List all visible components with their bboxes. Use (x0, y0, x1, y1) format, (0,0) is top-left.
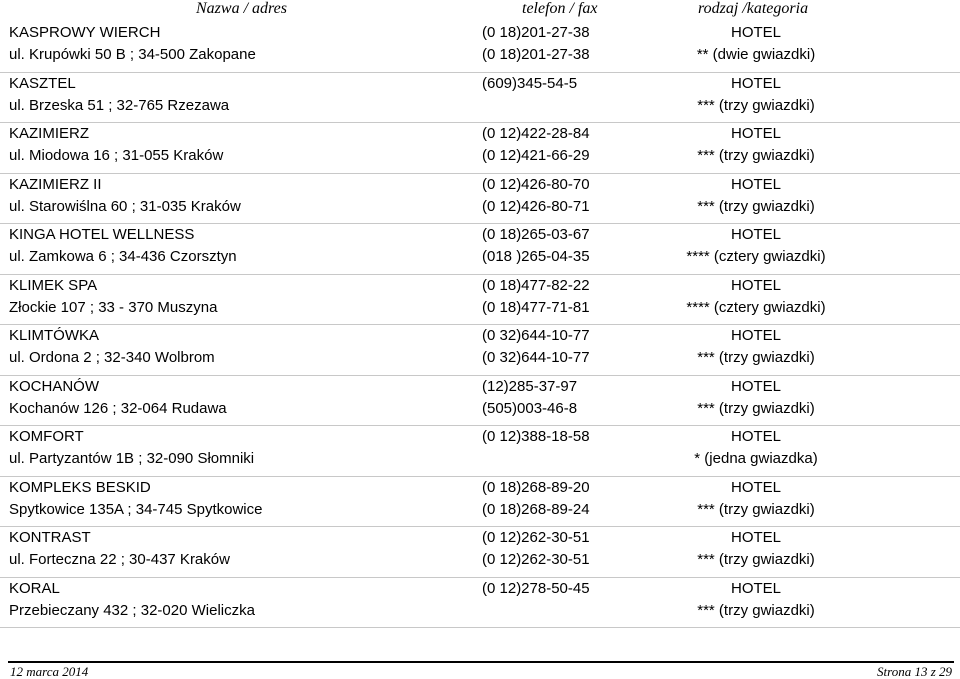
page-number: Strona 13 z 29 (877, 664, 952, 679)
hotel-address: ul. Forteczna 22 ; 30-437 Kraków (9, 551, 230, 568)
hotel-name: KLIMTÓWKA (9, 327, 100, 344)
hotel-type: HOTEL (730, 125, 781, 142)
hotel-name: KOMPLEKS BESKID (9, 478, 151, 496)
phone: (12)285-37-97 (482, 377, 578, 395)
hotel-address: ul. Ordona 2 ; 32-340 Wolbrom (9, 349, 215, 366)
footer-date: 12 marca 2014 (10, 664, 89, 679)
hotel-category: ** (dwie gwiazdki) (696, 46, 816, 63)
phone: (0 18)201-27-38 (482, 24, 590, 41)
hotel-name: KOCHANÓW (9, 377, 99, 395)
hotel-address: ul. Brzeska 51 ; 32-765 Rzezawa (9, 96, 230, 114)
hotel-category: *** (trzy gwiazdki) (697, 601, 815, 619)
fax: (0 18)201-27-38 (482, 46, 590, 63)
hotel-category: *** (trzy gwiazdki) (697, 399, 815, 417)
hotel-type: HOTEL (730, 24, 781, 41)
hotel-type: HOTEL (730, 377, 781, 395)
list-item (0, 426, 960, 477)
hotel-category: *** (trzy gwiazdki) (697, 197, 815, 215)
hotel-address: Kochanów 126 ; 32-064 Rudawa (9, 399, 227, 417)
hotel-type: HOTEL (730, 529, 781, 546)
hotel-type: HOTEL (730, 428, 781, 445)
list-item (0, 73, 960, 124)
phone: (0 12)262-30-51 (482, 529, 590, 546)
list-item (0, 578, 960, 629)
hotel-name: KORAL (9, 579, 60, 597)
hotel-address: ul. Krupówki 50 B ; 34-500 Zakopane (9, 46, 256, 63)
list-item (0, 275, 960, 326)
page-footer (0, 665, 960, 679)
hotel-type: HOTEL (730, 175, 781, 193)
list-item (0, 325, 960, 376)
hotel-category: *** (trzy gwiazdki) (697, 96, 815, 114)
hotel-name: KINGA HOTEL WELLNESS (9, 226, 195, 243)
phone: (0 18)265-03-67 (482, 226, 590, 243)
hotel-category: *** (trzy gwiazdki) (697, 349, 815, 366)
hotel-address: ul. Miodowa 16 ; 31-055 Kraków (9, 147, 224, 164)
hotel-address: ul. Partyzantów 1B ; 32-090 Słomniki (9, 450, 255, 467)
phone: (0 12)426-80-70 (482, 175, 590, 193)
header-type-category: rodzaj /kategoria (698, 0, 809, 17)
hotel-category: **** (cztery gwiazdki) (686, 298, 826, 316)
hotel-address: Przebieczany 432 ; 32-020 Wieliczka (9, 601, 255, 619)
hotel-type: HOTEL (730, 579, 781, 597)
hotel-category: *** (trzy gwiazdki) (697, 147, 815, 164)
fax: (505)003-46-8 (482, 399, 578, 417)
list-item (0, 123, 960, 174)
hotel-address: Złockie 107 ; 33 - 370 Muszyna (9, 298, 218, 316)
hotel-type: HOTEL (730, 226, 781, 243)
header-name-address: Nazwa / adres (196, 0, 287, 17)
hotel-category: **** (cztery gwiazdki) (686, 248, 826, 265)
fax: (0 18)477-71-81 (482, 298, 590, 316)
list-item (0, 174, 960, 225)
hotel-type: HOTEL (730, 74, 781, 92)
fax: (018 )265-04-35 (482, 248, 590, 265)
list-item (0, 224, 960, 275)
phone: (0 32)644-10-77 (482, 327, 590, 344)
list-item (0, 376, 960, 427)
hotel-name: KAZIMIERZ (9, 125, 90, 142)
hotel-address: ul. Starowiślna 60 ; 31-035 Kraków (9, 197, 241, 215)
hotel-name: KASZTEL (9, 74, 76, 92)
phone: (0 12)388-18-58 (482, 428, 590, 445)
hotel-name: KASPROWY WIERCH (9, 24, 161, 41)
fax: (0 32)644-10-77 (482, 349, 590, 366)
header-phone-fax: telefon / fax (522, 0, 598, 17)
fax: (0 18)268-89-24 (482, 500, 590, 518)
fax: (0 12)421-66-29 (482, 147, 590, 164)
hotel-name: KLIMEK SPA (9, 276, 98, 294)
column-header (0, 0, 960, 20)
hotel-category: *** (trzy gwiazdki) (697, 551, 815, 568)
hotel-category: * (jedna gwiazdka) (694, 450, 818, 467)
hotel-list (0, 22, 960, 628)
hotel-name: KAZIMIERZ II (9, 175, 102, 193)
phone: (0 18)477-82-22 (482, 276, 590, 294)
list-item (0, 22, 960, 73)
hotel-address: Spytkowice 135A ; 34-745 Spytkowice (9, 500, 263, 518)
footer-divider (8, 661, 954, 663)
hotel-type: HOTEL (730, 478, 781, 496)
hotel-category: *** (trzy gwiazdki) (697, 500, 815, 518)
fax: (0 12)426-80-71 (482, 197, 590, 215)
hotel-type: HOTEL (730, 327, 781, 344)
phone: (0 12)278-50-45 (482, 579, 590, 597)
hotel-name: KOMFORT (9, 428, 84, 445)
list-item (0, 527, 960, 578)
phone: (0 12)422-28-84 (482, 125, 590, 142)
hotel-name: KONTRAST (9, 529, 91, 546)
phone: (0 18)268-89-20 (482, 478, 590, 496)
list-item (0, 477, 960, 528)
hotel-type: HOTEL (730, 276, 781, 294)
fax: (0 12)262-30-51 (482, 551, 590, 568)
phone: (609)345-54-5 (482, 74, 578, 92)
hotel-address: ul. Zamkowa 6 ; 34-436 Czorsztyn (9, 248, 237, 265)
